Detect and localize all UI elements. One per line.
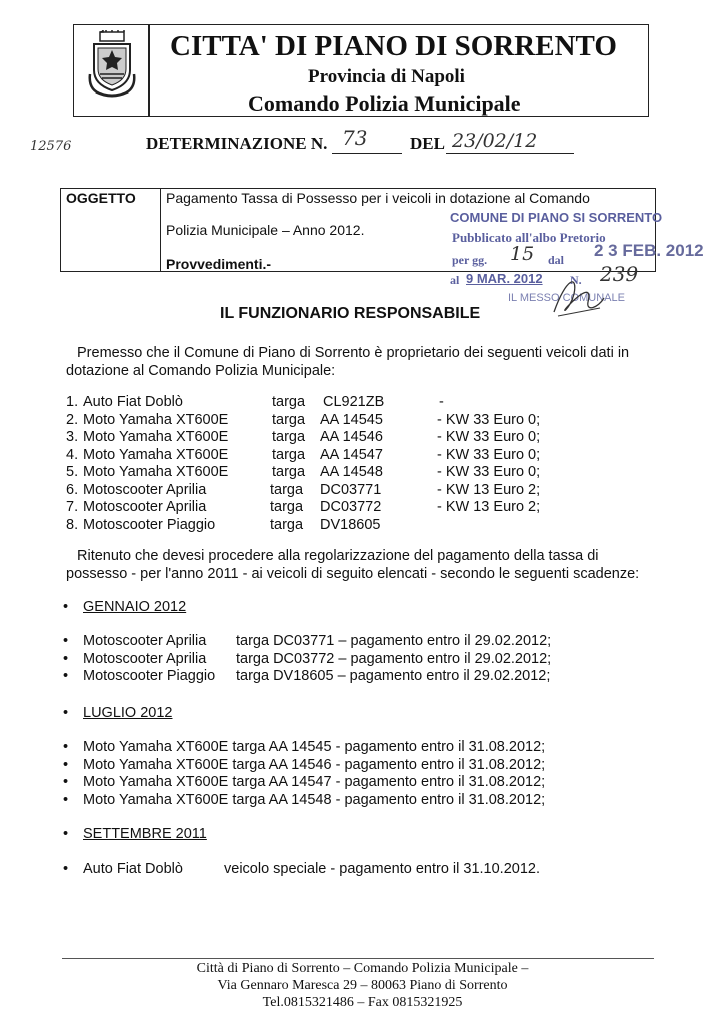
determination-number: 73: [342, 126, 368, 150]
header-department: Comando Polizia Municipale: [248, 91, 521, 116]
gennaio-item-name: Motoscooter Aprilia: [83, 633, 207, 649]
gennaio-item-detail: targa DV18605 – pagamento entro il 29.02.2012;: [236, 668, 551, 684]
header-title: CITTA' DI PIANO DI SORRENTO: [170, 30, 617, 62]
vehicle-targa-label: targa: [272, 446, 306, 463]
oggetto-line-1: Pagamento Tassa di Possesso per i veicoli in dotazione al Comando: [166, 190, 590, 206]
vehicle-number: 1.: [66, 394, 79, 410]
oggetto-label: OGGETTO: [66, 190, 136, 206]
bullet-icon: •: [63, 668, 69, 684]
vehicle-targa-label: targa: [270, 499, 304, 515]
vehicle-targa-label: targa: [270, 481, 304, 498]
footer-line-2: Via Gennaro Maresca 29 – 80063 Piano di Sorrento: [217, 978, 508, 993]
settembre-heading: SETTEMBRE 2011: [83, 826, 207, 842]
stamp-line-3-prefix: per gg.: [452, 253, 488, 267]
oggetto-provvedimenti: Provvedimenti.-: [166, 256, 272, 272]
stamp-date-from: 2 3 FEB. 2012: [594, 241, 704, 260]
gennaio-heading: GENNAIO 2012: [83, 599, 187, 615]
determination-del-label: DEL: [410, 134, 445, 153]
section-title: IL FUNZIONARIO RESPONSABILE: [220, 305, 481, 322]
signature-icon: [548, 268, 608, 320]
vehicle-name: Motoscooter Piaggio: [83, 516, 216, 533]
vehicle-targa-label: targa: [272, 429, 306, 445]
luglio-item: Moto Yamaha XT600E targa AA 14547 - pagamento entro il 31.08.2012;: [83, 774, 546, 790]
vehicle-name: Moto Yamaha XT600E: [83, 446, 229, 463]
vehicle-number: 3.: [66, 429, 79, 445]
settembre-item-name: Auto Fiat Doblò: [83, 861, 183, 877]
oggetto-line-2: Polizia Municipale – Anno 2012.: [166, 222, 365, 238]
bullet-icon: •: [63, 826, 69, 842]
luglio-heading: LUGLIO 2012: [83, 705, 173, 721]
bullet-icon: •: [63, 791, 69, 808]
oggetto-divider: [160, 188, 161, 272]
ritenuto-line-1: Ritenuto che devesi procedere alla regolarizzazione del pagamento della tassa di: [77, 548, 599, 564]
vehicle-extra: - KW 33 Euro 0;: [437, 411, 541, 428]
determination-date: 23/02/12: [452, 130, 538, 152]
footer-divider: [62, 958, 654, 959]
vehicle-name: Motoscooter Aprilia: [83, 481, 207, 498]
protocol-handwritten-note: 12576: [30, 139, 72, 154]
header-divider: [148, 24, 150, 117]
premesso-line-1: Premesso che il Comune di Piano di Sorrento è proprietario dei seguenti veicoli dati in: [77, 345, 630, 361]
vehicle-number: 5.: [66, 464, 79, 480]
ritenuto-line-2: possesso - per l'anno 2011 - ai veicoli di seguito elencati - secondo le seguenti scadenze:: [66, 566, 640, 582]
vehicle-name: Motoscooter Aprilia: [83, 499, 207, 515]
vehicle-name: Moto Yamaha XT600E: [83, 429, 229, 445]
luglio-item: Moto Yamaha XT600E targa AA 14548 - pagamento entro il 31.08.2012;: [83, 791, 546, 808]
gennaio-item-name: Motoscooter Piaggio: [83, 668, 216, 684]
vehicle-name: Moto Yamaha XT600E: [83, 464, 229, 480]
vehicle-extra: - KW 13 Euro 2;: [437, 481, 541, 498]
vehicle-plate: AA 14545: [320, 411, 383, 428]
bullet-icon: •: [63, 739, 69, 755]
stamp-line-5: IL MESSO COMUNALE: [508, 292, 625, 304]
gennaio-item-detail: targa DC03771 – pagamento entro il 29.02.2012;: [236, 633, 552, 649]
vehicle-extra: - KW 33 Euro 0;: [437, 446, 541, 463]
stamp-line-4-n: N.: [570, 273, 582, 287]
determination-number-line: [332, 153, 402, 154]
vehicle-targa-label: targa: [272, 464, 306, 480]
vehicle-plate: DV18605: [320, 516, 381, 533]
vehicle-number: 8.: [66, 516, 79, 533]
vehicle-targa-label: targa: [270, 516, 304, 533]
bullet-icon: •: [63, 861, 69, 877]
luglio-item: Moto Yamaha XT600E targa AA 14545 - pagamento entro il 31.08.2012;: [83, 739, 546, 755]
vehicle-plate: CL921ZB: [323, 394, 385, 410]
bullet-icon: •: [63, 650, 69, 667]
gennaio-item-name: Motoscooter Aprilia: [83, 650, 207, 667]
vehicle-plate: AA 14548: [320, 464, 383, 480]
vehicle-plate: DC03771: [320, 481, 382, 498]
bullet-icon: •: [63, 774, 69, 790]
vehicle-number: 2.: [66, 411, 79, 428]
bullet-icon: •: [63, 705, 69, 721]
vehicle-number: 7.: [66, 499, 79, 515]
bullet-icon: •: [63, 633, 69, 649]
footer-line-1: Città di Piano di Sorrento – Comando Polizia Municipale –: [196, 961, 529, 976]
vehicle-extra: -: [439, 394, 444, 410]
luglio-item: Moto Yamaha XT600E targa AA 14546 - pagamento entro il 31.08.2012;: [83, 756, 546, 773]
stamp-line-3-dal: dal: [548, 253, 565, 267]
footer-line-3: Tel.0815321486 – Fax 0815321925: [262, 995, 463, 1010]
settembre-item-detail: veicolo speciale - pagamento entro il 31.10.2012.: [224, 861, 540, 877]
gennaio-item-detail: targa DC03772 – pagamento entro il 29.02.2012;: [236, 650, 552, 667]
stamp-line-2: Pubblicato all'albo Pretorio: [452, 230, 606, 245]
bullet-icon: •: [63, 756, 69, 773]
vehicle-number: 6.: [66, 481, 79, 498]
header-province: Provincia di Napoli: [308, 66, 465, 87]
vehicle-name: Auto Fiat Doblò: [83, 394, 183, 410]
stamp-days-handwritten: 15: [510, 243, 535, 265]
vehicle-plate: AA 14546: [320, 429, 383, 445]
city-crest-icon: [86, 30, 138, 98]
determination-label: DETERMINAZIONE N.: [146, 134, 328, 153]
vehicle-extra: - KW 13 Euro 2;: [437, 499, 541, 515]
vehicle-plate: DC03772: [320, 499, 382, 515]
vehicle-plate: AA 14547: [320, 446, 383, 463]
vehicle-targa-label: targa: [272, 394, 306, 410]
determination-date-line: [446, 153, 574, 154]
vehicle-name: Moto Yamaha XT600E: [83, 411, 229, 428]
vehicle-number: 4.: [66, 446, 79, 463]
bullet-icon: •: [63, 599, 69, 615]
stamp-line-4-al: al: [450, 273, 460, 287]
stamp-register-number: 239: [600, 262, 639, 286]
vehicle-extra: - KW 33 Euro 0;: [437, 464, 541, 480]
vehicle-extra: - KW 33 Euro 0;: [437, 429, 541, 445]
vehicle-targa-label: targa: [272, 411, 306, 428]
premesso-line-2: dotazione al Comando Polizia Municipale:: [66, 363, 336, 379]
stamp-date-to: 9 MAR. 2012: [466, 271, 543, 286]
stamp-line-1: COMUNE DI PIANO SI SORRENTO: [450, 210, 663, 225]
